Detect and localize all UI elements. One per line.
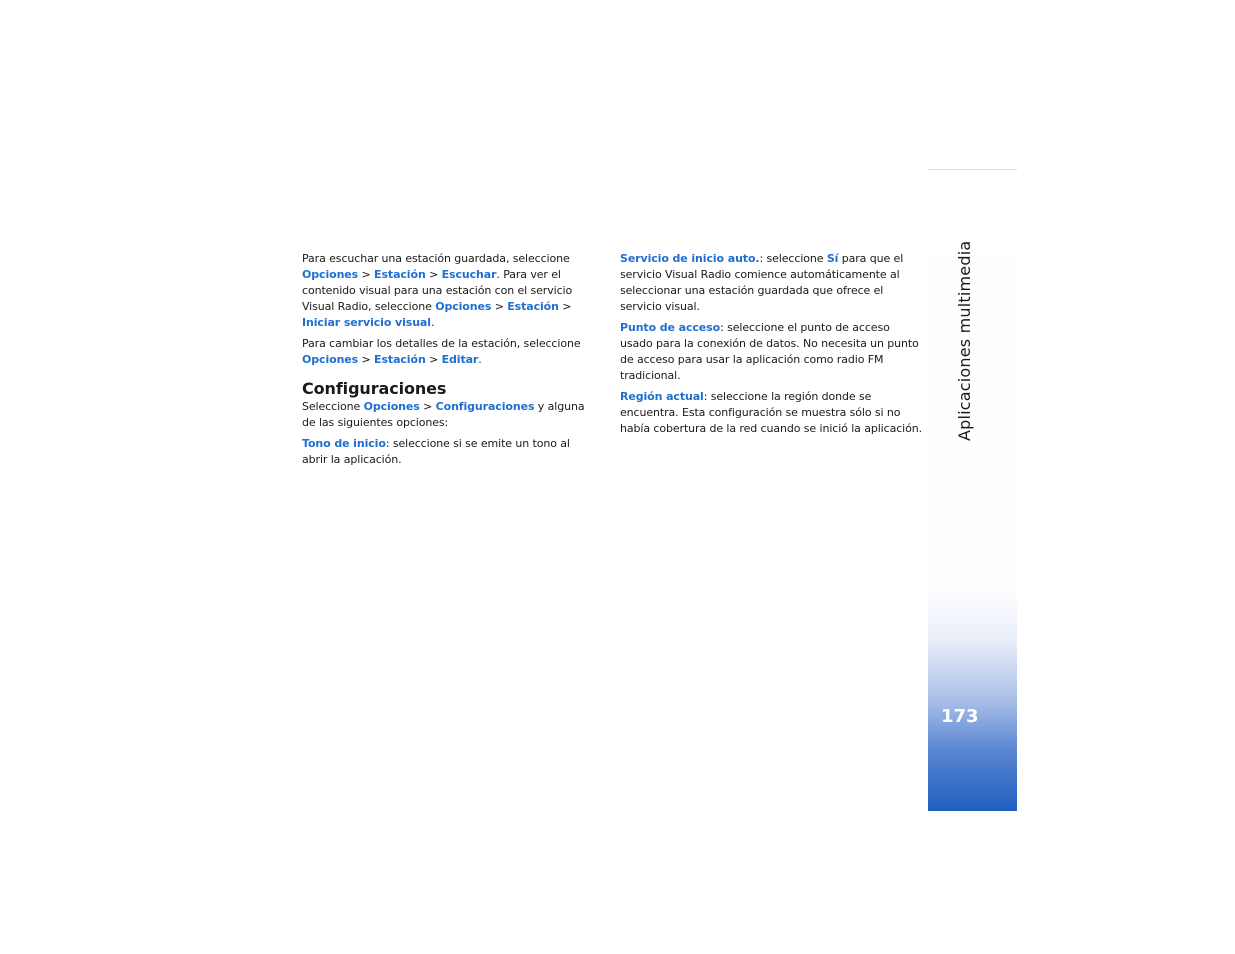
text-segment: : seleccione	[759, 252, 827, 265]
text-segment: : seleccione el punto de acceso usado para la conexión de datos. No necesita un punto de acceso para usar la aplicación como radio FM tradicional.	[620, 321, 919, 382]
left-column	[302, 251, 598, 473]
section-heading: Configuraciones	[302, 379, 447, 398]
text-segment: Para escuchar una estación guardada, seleccione	[302, 252, 570, 265]
option-tono-de-inicio: Tono de inicio	[302, 437, 386, 450]
option-region-actual: Región actual	[620, 390, 704, 403]
text-segment: .	[478, 353, 482, 366]
text-segment: Seleccione	[302, 400, 364, 413]
page-number: 173	[941, 706, 979, 727]
text-segment: para que el servicio Visual Radio comience automáticamente al seleccionar una estación guardada que ofrece el servicio visual.	[620, 252, 904, 313]
text-segment: >	[358, 268, 375, 281]
text-segment: : seleccione si se emite un tono al abrir la aplicación.	[302, 437, 570, 466]
paragraph-edit-station	[302, 336, 598, 368]
text-segment: >	[425, 353, 442, 366]
menu-path-estacion: Estación	[374, 353, 426, 366]
paragraph-settings-intro	[302, 399, 598, 431]
paragraph-region-actual	[620, 389, 924, 437]
option-servicio-de-inicio-auto: Servicio de inicio auto.	[620, 252, 760, 265]
text-segment: >	[491, 300, 508, 313]
menu-path-editar: Editar	[441, 353, 479, 366]
menu-path-opciones: Opciones	[302, 268, 359, 281]
text-segment: y alguna de las siguientes opciones:	[302, 400, 585, 429]
option-punto-de-acceso: Punto de acceso	[620, 321, 721, 334]
text-segment: . Para ver el contenido visual para una estación con el servicio Visual Radio, seleccione	[302, 268, 573, 313]
paragraph-punto-de-acceso	[620, 320, 924, 384]
text-segment: Para cambiar los detalles de la estación, seleccione	[302, 337, 581, 350]
menu-path-estacion: Estación	[374, 268, 426, 281]
text-segment: >	[419, 400, 436, 413]
paragraph-servicio-inicio-auto	[620, 251, 924, 315]
menu-path-escuchar: Escuchar	[441, 268, 497, 281]
menu-path-opciones: Opciones	[435, 300, 492, 313]
text-segment: >	[425, 268, 442, 281]
right-column	[620, 251, 924, 442]
text-segment: : seleccione la región donde se encuentra. Esta configuración se muestra sólo si no había cobertura de la red cuando se inició la aplicación.	[620, 390, 923, 435]
menu-path-opciones: Opciones	[363, 400, 420, 413]
paragraph-tono-de-inicio	[302, 436, 598, 468]
text-segment: >	[358, 353, 375, 366]
text-segment: .	[430, 316, 435, 329]
chapter-title: Aplicaciones multimedia	[955, 240, 974, 441]
menu-path-estacion: Estación	[507, 300, 559, 313]
menu-path-configuraciones: Configuraciones	[435, 400, 535, 413]
option-value-si: Sí	[826, 252, 839, 265]
menu-path-iniciar-servicio-visual: Iniciar servicio visual	[302, 316, 431, 329]
text-segment: >	[558, 300, 572, 313]
paragraph-listen-station	[302, 251, 598, 331]
menu-path-opciones: Opciones	[302, 353, 359, 366]
